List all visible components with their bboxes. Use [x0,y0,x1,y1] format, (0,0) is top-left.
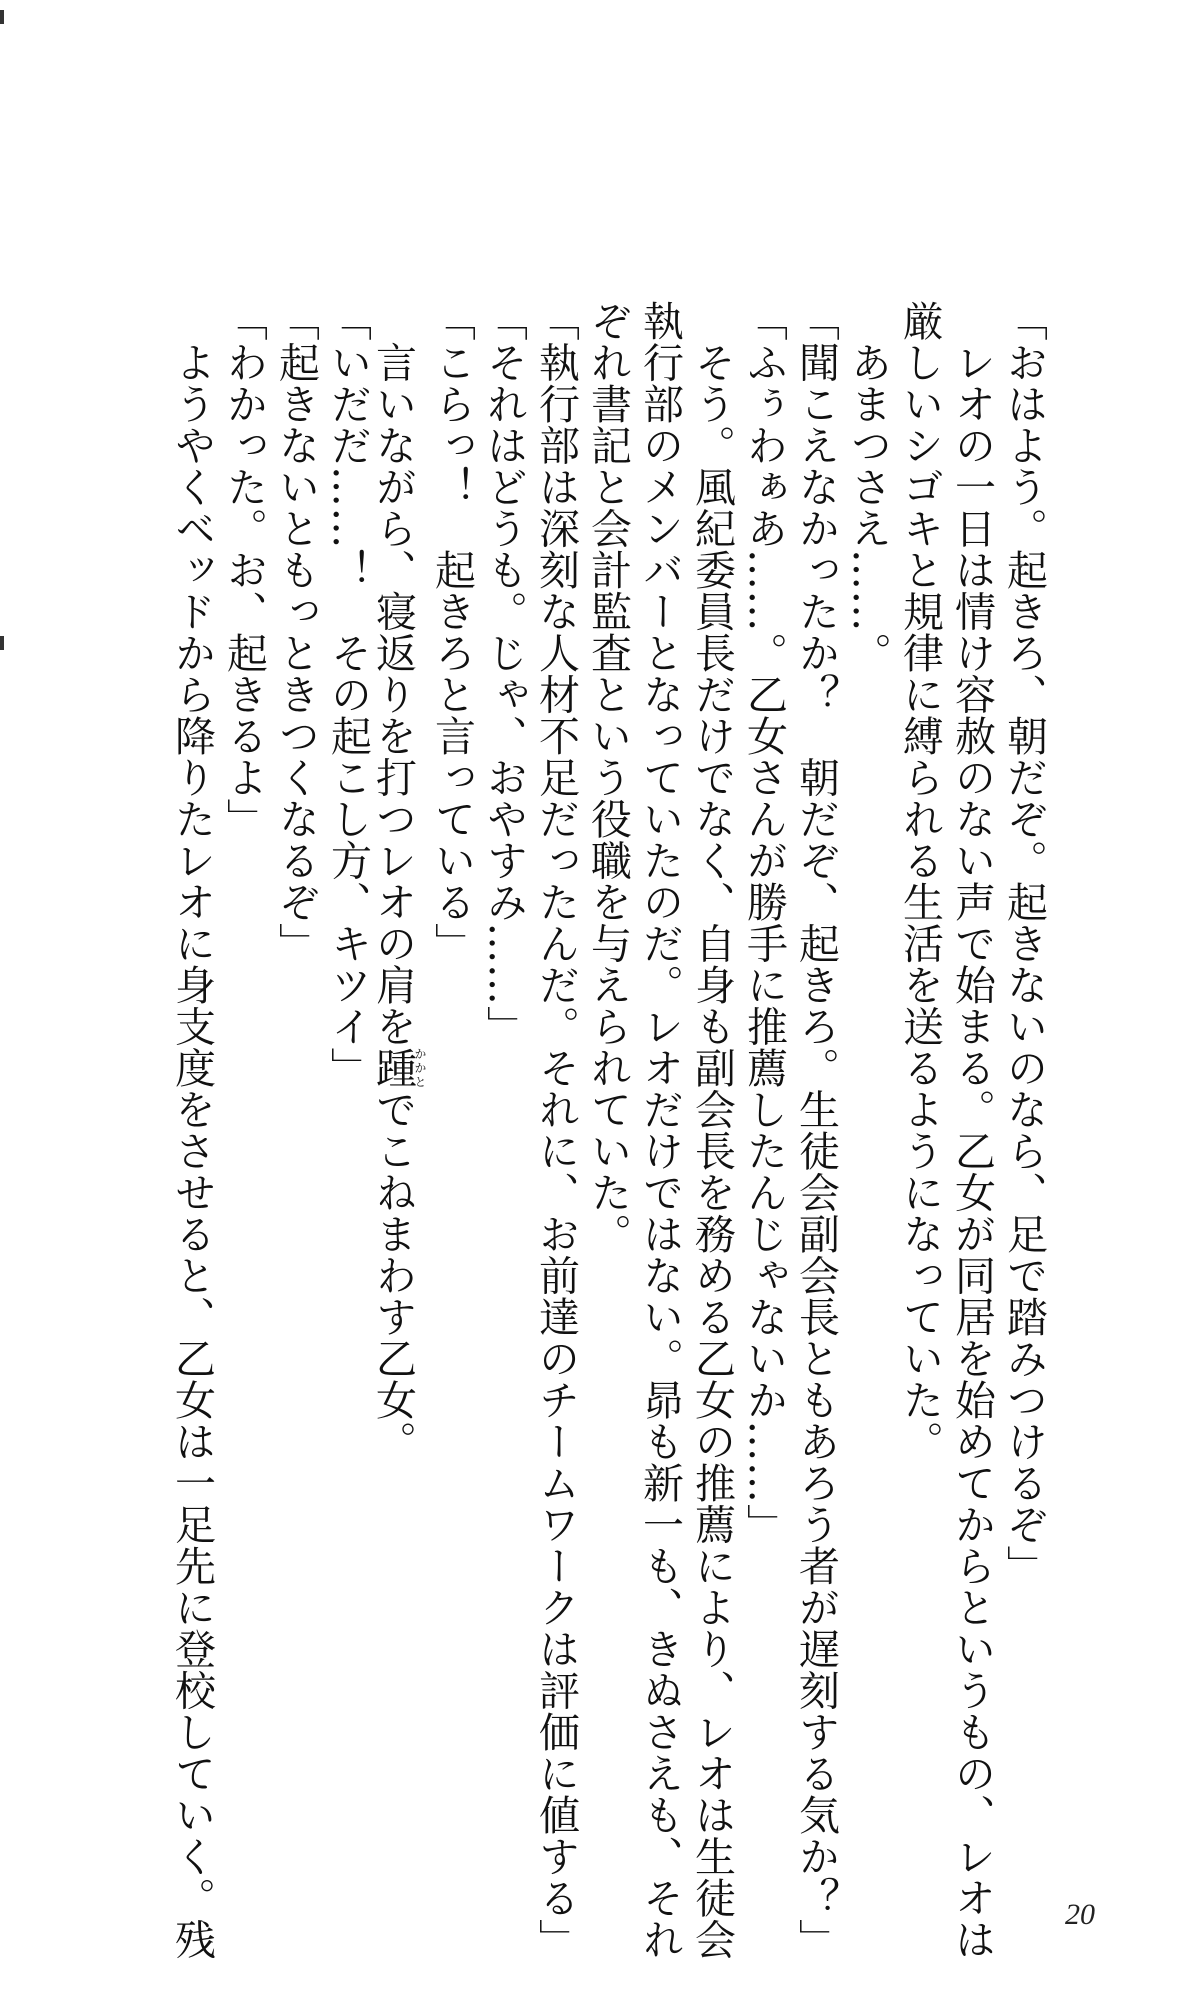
text-line: 「いだだ……！ その起こし方、キツイ」 [324,300,372,1089]
text-line: 「聞こえなかったか？ 朝だぞ、起きろ。生徒会副会長ともあろう者が遅刻する気か？」 [792,300,840,1960]
ruby-reading: かかと [413,1047,427,1089]
text-line: 「わかった。お、起きるよ」 [220,300,268,840]
scan-mark-top [0,10,4,24]
text-line: 「ふぅわぁあ……。乙女さんが勝手に推薦したんじゃないか……」 [740,300,788,1545]
text-line-with-ruby: 言いながら、寝返りを打つレオの肩を踵かかとでこねまわす乙女。 [369,300,427,1462]
text-line: ぞれ書記と会計監査という役職を与えられていた。 [584,300,632,1255]
text-line: 「執行部は深刻な人材不足だったんだ。それに、お前達のチームワークは評価に値する」 [532,300,580,1960]
vertical-text-body [166,300,1050,1960]
page-number: 20 [1065,1898,1095,1931]
text-line: 「起きないともっときつくなるぞ」 [272,300,320,964]
ruby-annotation: 踵かかと [369,1047,427,1089]
text-line: あまつさえ……。 [844,300,892,674]
text-line: そう。風紀委員長だけでなく、自身も副会長を務める乙女の推薦により、レオは生徒会 [688,300,736,1960]
text-line: 厳しいシゴキと規律に縛られる生活を送るようになっていた。 [896,300,944,1462]
text-line: 執行部のメンバーとなっていたのだ。レオだけではない。昴も新一も、きぬさえも、それ [636,300,684,1960]
text-line: レオの一日は情け容赦のない声で始まる。乙女が同居を始めてからというもの、レオは [948,300,996,1960]
text-line: ようやくベッドから降りたレオに身支度をさせると、乙女は一足先に登校していく。残 [168,300,216,1960]
scan-mark-middle [0,636,4,650]
text-line: 「こらっ！ 起きろと言っている」 [428,300,476,964]
text-line: 「おはよう。起きろ、朝だぞ。起きないのなら、足で踏みつけるぞ」 [1000,300,1048,1587]
text-line: 「それはどうも。じゃ、おやすみ……」 [480,300,528,1047]
